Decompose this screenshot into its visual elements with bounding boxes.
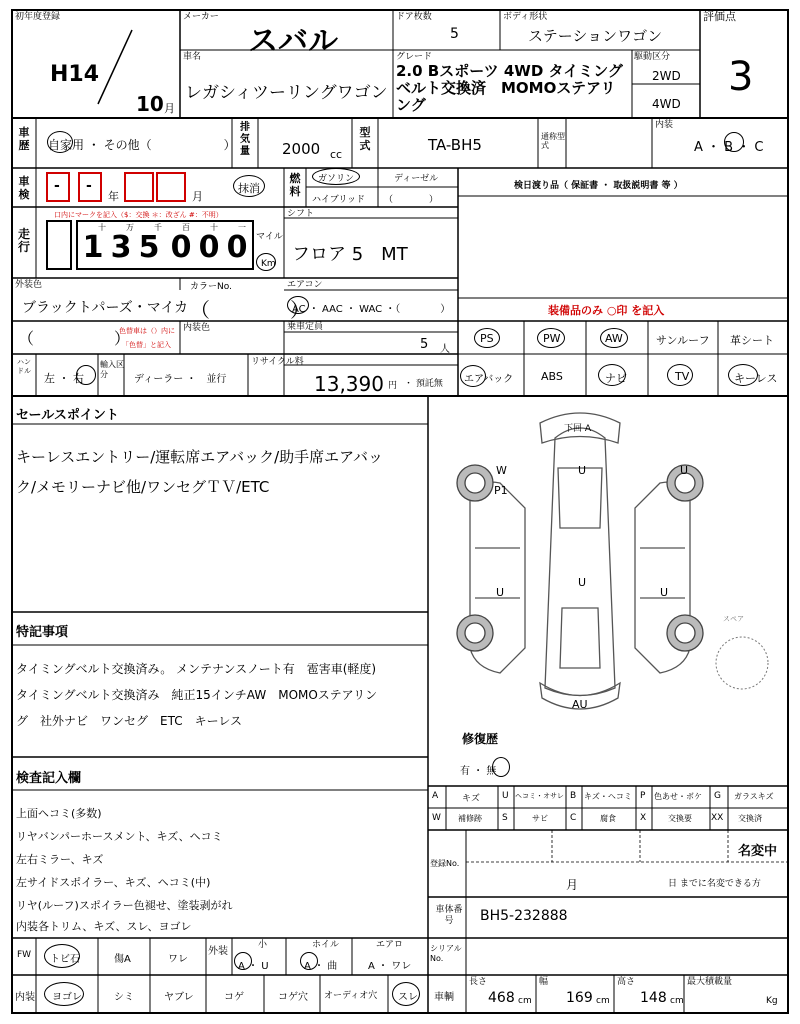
legend-b-key: B: [570, 791, 577, 801]
check-line-2: リヤバンパーホースメント、キズ、ヘコミ: [16, 830, 223, 843]
drive-4wd: 4WD: [652, 97, 681, 111]
repair-label: 修復歴: [462, 732, 499, 746]
legend-c-val: 腐食: [600, 814, 616, 823]
displacement-unit: cc: [330, 148, 343, 161]
equip-tv: TV: [675, 370, 690, 383]
mileage-unit-2: 千: [154, 223, 162, 232]
notes-line-1: タイミングベルト交換済み。 メンテナンスノート有 雹害車(軽度): [16, 662, 377, 676]
car-name-label: 車名: [183, 52, 202, 62]
ext-wheel-value: A ・ 曲: [304, 961, 338, 972]
inspection-month-box: [124, 172, 154, 202]
legend-a-val: キズ: [462, 794, 480, 804]
score-value: 3: [728, 54, 754, 100]
first-reg-era: H14: [50, 62, 100, 87]
check-line-5: リヤ(ルーフ)スポイラー色褪せ、塗装剥がれ: [16, 899, 233, 912]
interior-color-label: 内装色: [183, 323, 211, 333]
repair-none-circle: [492, 757, 510, 777]
int-label: 内装: [15, 992, 35, 1003]
equip-airbag-circle: [460, 365, 486, 387]
equip-keyless: キーレス: [734, 372, 778, 385]
model-label: 型式: [359, 126, 371, 152]
inspection-label: 車検: [18, 175, 30, 201]
history-private-circle: [47, 131, 73, 153]
ext-small-value: A ・ U: [238, 961, 269, 972]
fuel-label: 燃料: [289, 172, 301, 198]
int-item-burn: コゲ: [224, 992, 244, 1003]
diagram-mark-right-side: U: [660, 586, 669, 599]
int-dirt-circle: [44, 982, 84, 1006]
reg-deadline-text: 日 までに名変できる方: [668, 879, 761, 889]
capacity-label: 乗車定員: [287, 322, 324, 332]
equip-navi: ナビ: [605, 372, 627, 385]
legend-g-val: ガラスキズ: [734, 792, 774, 801]
ext-small-label: 小: [258, 940, 268, 950]
dims-label: 車輌: [434, 992, 454, 1003]
check-line-4: 左サイドスポイラー、キズ、ヘコミ(中): [16, 876, 211, 889]
legend-s-val: サビ: [532, 814, 548, 823]
diagram-spare-label: スペア: [723, 615, 744, 623]
recycle-deposit: ・ 預託無: [404, 379, 443, 389]
ext-label: 外装: [208, 946, 228, 957]
diagram-mark-mirror-w: W: [496, 464, 507, 477]
load-label: 最大積載量: [687, 977, 733, 987]
int-item-rub: スレ: [398, 992, 418, 1003]
ext-wheel-circle: [300, 952, 318, 970]
diagram-mark-rear-bumper: AU: [572, 698, 588, 711]
mileage-digit-1: 1: [82, 230, 104, 265]
handle-label: ハンドル: [17, 358, 31, 375]
fw-label: FW: [17, 950, 32, 960]
score-label: 評価点: [703, 10, 736, 23]
reg-no-label: 登録No.: [430, 859, 460, 868]
fuel-other: （ ）: [384, 195, 439, 205]
height-unit: cm: [670, 996, 684, 1006]
import-value: ディーラー ・ 並行: [134, 374, 227, 385]
color-change-value: （ ）: [18, 329, 131, 348]
ext-aero-value: A ・ ワレ: [368, 961, 412, 972]
grade-label: グレード: [396, 52, 433, 62]
fuel-diesel: ディーゼル: [394, 174, 439, 184]
mileage-unit-4: 十: [210, 223, 218, 232]
mileage-label: 走行: [17, 227, 30, 254]
mileage-digit-6: 0: [226, 230, 248, 265]
equip-sunroof: サンルーフ: [656, 334, 710, 347]
inspection-expired: 抹消: [238, 182, 260, 195]
notes-line-3: グ 社外ナビ ワンセグ ETC キーレス: [16, 714, 242, 728]
legend-x-key: X: [640, 813, 647, 823]
sales-title: セールスポイント: [16, 408, 119, 423]
interior-grade-circle: [724, 132, 744, 152]
equip-navi-circle: [598, 364, 626, 386]
mileage-unit-3: 百: [182, 223, 190, 232]
equip-aw: AW: [605, 332, 623, 345]
import-label: 輸入区分: [100, 360, 124, 379]
ac-value: AC ・ AAC ・ WAC ・（ ）: [292, 304, 451, 315]
capacity-value: 5: [420, 337, 429, 352]
mileage-km-label: Km: [261, 259, 276, 269]
check-line-6: 内装各トリム、キズ、スレ、ヨゴレ: [16, 920, 192, 933]
length-unit: cm: [518, 996, 532, 1006]
color-no-label: カラーNo.: [190, 282, 232, 292]
diagram-mark-left-side: U: [496, 586, 505, 599]
handle-value: 左 ・ 右: [44, 372, 84, 385]
doors-value: 5: [450, 26, 459, 42]
legend-c-key: C: [570, 813, 577, 823]
first-reg-month-unit: 月: [164, 102, 175, 115]
legend-u-val: ヘコミ・オサレ: [515, 792, 564, 800]
fw-item-stone: トビ石: [50, 954, 80, 965]
height-label: 高さ: [617, 977, 636, 987]
check-line-1: 上面ヘコミ(多数): [16, 807, 102, 820]
shift-label: シフト: [287, 209, 315, 219]
equip-tv-circle: [667, 364, 693, 386]
equip-abs: ABS: [541, 370, 563, 383]
equip-pw-circle: [537, 328, 565, 348]
doors-label: ドア枚数: [396, 12, 432, 22]
equip-keyless-circle: [728, 364, 758, 386]
drive-label: 駆動区分: [634, 52, 671, 62]
int-item-dirt: ヨゴレ: [52, 992, 82, 1003]
model-value: TA-BH5: [428, 136, 482, 154]
int-item-tear: ヤブレ: [164, 992, 194, 1003]
car-name-value: レガシィツーリングワゴン: [185, 83, 388, 103]
first-reg-label: 初年度登録: [15, 12, 61, 22]
mileage-unit-5: 一: [238, 223, 246, 232]
color-change-note-1: 色替車は（）内に: [119, 327, 175, 335]
ac-label: エアコン: [287, 280, 323, 290]
mileage-digit-5: 0: [198, 230, 220, 265]
legend-w-key: W: [432, 813, 441, 823]
legend-w-val: 補修跡: [458, 814, 482, 823]
capacity-unit: 人: [440, 344, 450, 355]
diagram-mark-mirror-p1: P1: [494, 484, 508, 497]
equip-ps: PS: [480, 332, 494, 345]
common-model-label: 通称型式: [541, 132, 565, 150]
maker-label: メーカー: [183, 12, 219, 22]
car-damage-diagram: [430, 398, 786, 718]
legend-xx-val: 交換済: [738, 814, 762, 823]
int-item-audio-hole: オーディオ穴: [324, 991, 378, 1001]
length-value: 468: [488, 990, 515, 1006]
load-unit: Kg: [766, 996, 778, 1006]
mileage-note: 口内にマークを記入（$：交換 ＊：改ざん #：不明）: [54, 211, 223, 219]
body-label: ボディ形状: [503, 12, 548, 22]
mileage-digit-4: 0: [170, 230, 192, 265]
repair-value: 有 ・ 無: [460, 766, 497, 777]
mileage-unit-1: 万: [126, 223, 134, 232]
equip-pw: PW: [543, 332, 561, 345]
length-label: 長さ: [469, 977, 488, 987]
legend-xx-key: XX: [711, 813, 724, 823]
int-item-stain: シミ: [114, 992, 134, 1003]
width-unit: cm: [596, 996, 610, 1006]
body-value: ステーションワゴン: [528, 27, 663, 45]
notes-line-2: タイミングベルト交換済み 純正15インチAW MOMOステアリン: [16, 688, 378, 702]
exterior-color-value: ブラックトパーズ・マイカ: [22, 300, 189, 316]
history-label: 車歴: [18, 126, 30, 152]
docs-label: 検日渡り品（ 保証書 ・ 取扱説明書 等 ）: [514, 181, 683, 191]
diagram-under-label: 下回 A: [564, 424, 592, 434]
sales-line-2: ク/メモリーナビ他/ワンセグＴＶ/ETC: [16, 478, 270, 496]
ext-aero-label: エアロ: [376, 940, 404, 950]
fuel-gasoline: ガソリン: [318, 174, 355, 184]
legend-s-key: S: [502, 813, 508, 823]
reg-month-unit: 月: [566, 878, 579, 892]
legend-p-val: 色あせ・ボケ: [654, 792, 702, 801]
check-line-3: 左右ミラー、キズ: [16, 853, 104, 866]
int-item-burn-hole: コゲ穴: [278, 992, 308, 1003]
inspection-dash-1: -: [54, 178, 60, 194]
history-value: 自家用 ・ その他（ ）: [48, 138, 236, 152]
mileage-unit-0: 十: [98, 223, 106, 232]
serial-label: シリアルNo.: [430, 944, 462, 963]
exterior-color-label: 外装色: [15, 280, 43, 290]
mileage-digit-2: 3: [110, 230, 132, 265]
legend-u-key: U: [502, 791, 509, 801]
equip-airbag: エアバック: [464, 374, 514, 385]
diagram-mark-rear-roof: U: [578, 576, 587, 589]
equip-ps-circle: [474, 328, 500, 348]
int-rub-circle: [392, 982, 420, 1006]
interior-label: 内装: [655, 120, 674, 130]
grade-value: 2.0 Bスポーツ 4WD タイミングベルト交換済 MOMOステアリング: [396, 62, 623, 114]
height-value: 148: [640, 990, 667, 1006]
interior-grades: A ・ B ・ C: [694, 140, 764, 155]
recycle-unit: 円: [388, 381, 398, 391]
inspection-month-unit: 月: [192, 190, 203, 203]
fuel-gasoline-circle: [312, 168, 360, 185]
legend-a-key: A: [432, 791, 439, 801]
notes-title: 特記事項: [16, 625, 69, 640]
handle-right-circle: [76, 365, 96, 385]
mileage-mile-label: マイル: [256, 232, 283, 242]
equipment-title: 装備品のみ ○印 を記入: [548, 304, 665, 317]
inspection-month-box-2: [156, 172, 186, 202]
displacement-label: 排気量: [240, 122, 250, 157]
shift-value: フロア 5 MT: [292, 244, 408, 265]
check-title: 検査記入欄: [16, 771, 82, 786]
equip-aw-circle: [600, 328, 628, 348]
legend-p-key: P: [640, 791, 646, 801]
mileage-mark-box: [46, 220, 72, 270]
displacement-value: 2000: [282, 140, 321, 158]
ext-small-circle: [234, 952, 252, 970]
diagram-mark-right-mirror: U: [680, 464, 689, 477]
equip-leather: 革シート: [730, 334, 774, 347]
name-change-label: 名変中: [738, 844, 778, 859]
mileage-km-circle: [256, 253, 276, 271]
chassis-value: BH5-232888: [480, 908, 568, 924]
mileage-digit-3: 5: [138, 230, 160, 265]
drive-2wd: 2WD: [652, 69, 681, 83]
fw-stone-circle: [44, 944, 80, 968]
width-label: 幅: [539, 977, 549, 987]
maker-value: スバル: [248, 24, 338, 59]
color-no-value: （ ）: [190, 298, 310, 322]
chassis-label: 車体番号: [435, 905, 463, 926]
drive-selection-mark: [643, 92, 687, 114]
fw-item-scratch: 傷A: [114, 954, 131, 965]
inspection-expired-circle: [233, 175, 265, 197]
first-reg-month: 10: [136, 92, 164, 116]
ac-circle: [287, 296, 309, 314]
recycle-value: 13,390: [314, 372, 384, 396]
inspection-year-unit: 年: [108, 190, 119, 203]
color-change-note-2: 「色替」と記入: [122, 341, 171, 349]
fw-item-crack: ワレ: [168, 954, 188, 965]
ext-wheel-label: ホイル: [312, 940, 340, 950]
legend-x-val: 交換要: [668, 814, 692, 823]
sales-line-1: キーレスエントリー/運転席エアバック/助手席エアバッ: [16, 448, 383, 466]
fuel-hybrid: ハイブリッド: [312, 195, 366, 205]
width-value: 169: [566, 990, 593, 1006]
recycle-label: リサイクル料: [251, 357, 304, 367]
legend-g-key: G: [714, 791, 721, 801]
inspection-dash-2: -: [86, 178, 92, 194]
legend-b-val: キズ・ヘコミ: [584, 792, 632, 801]
diagram-mark-roof: U: [578, 464, 587, 477]
